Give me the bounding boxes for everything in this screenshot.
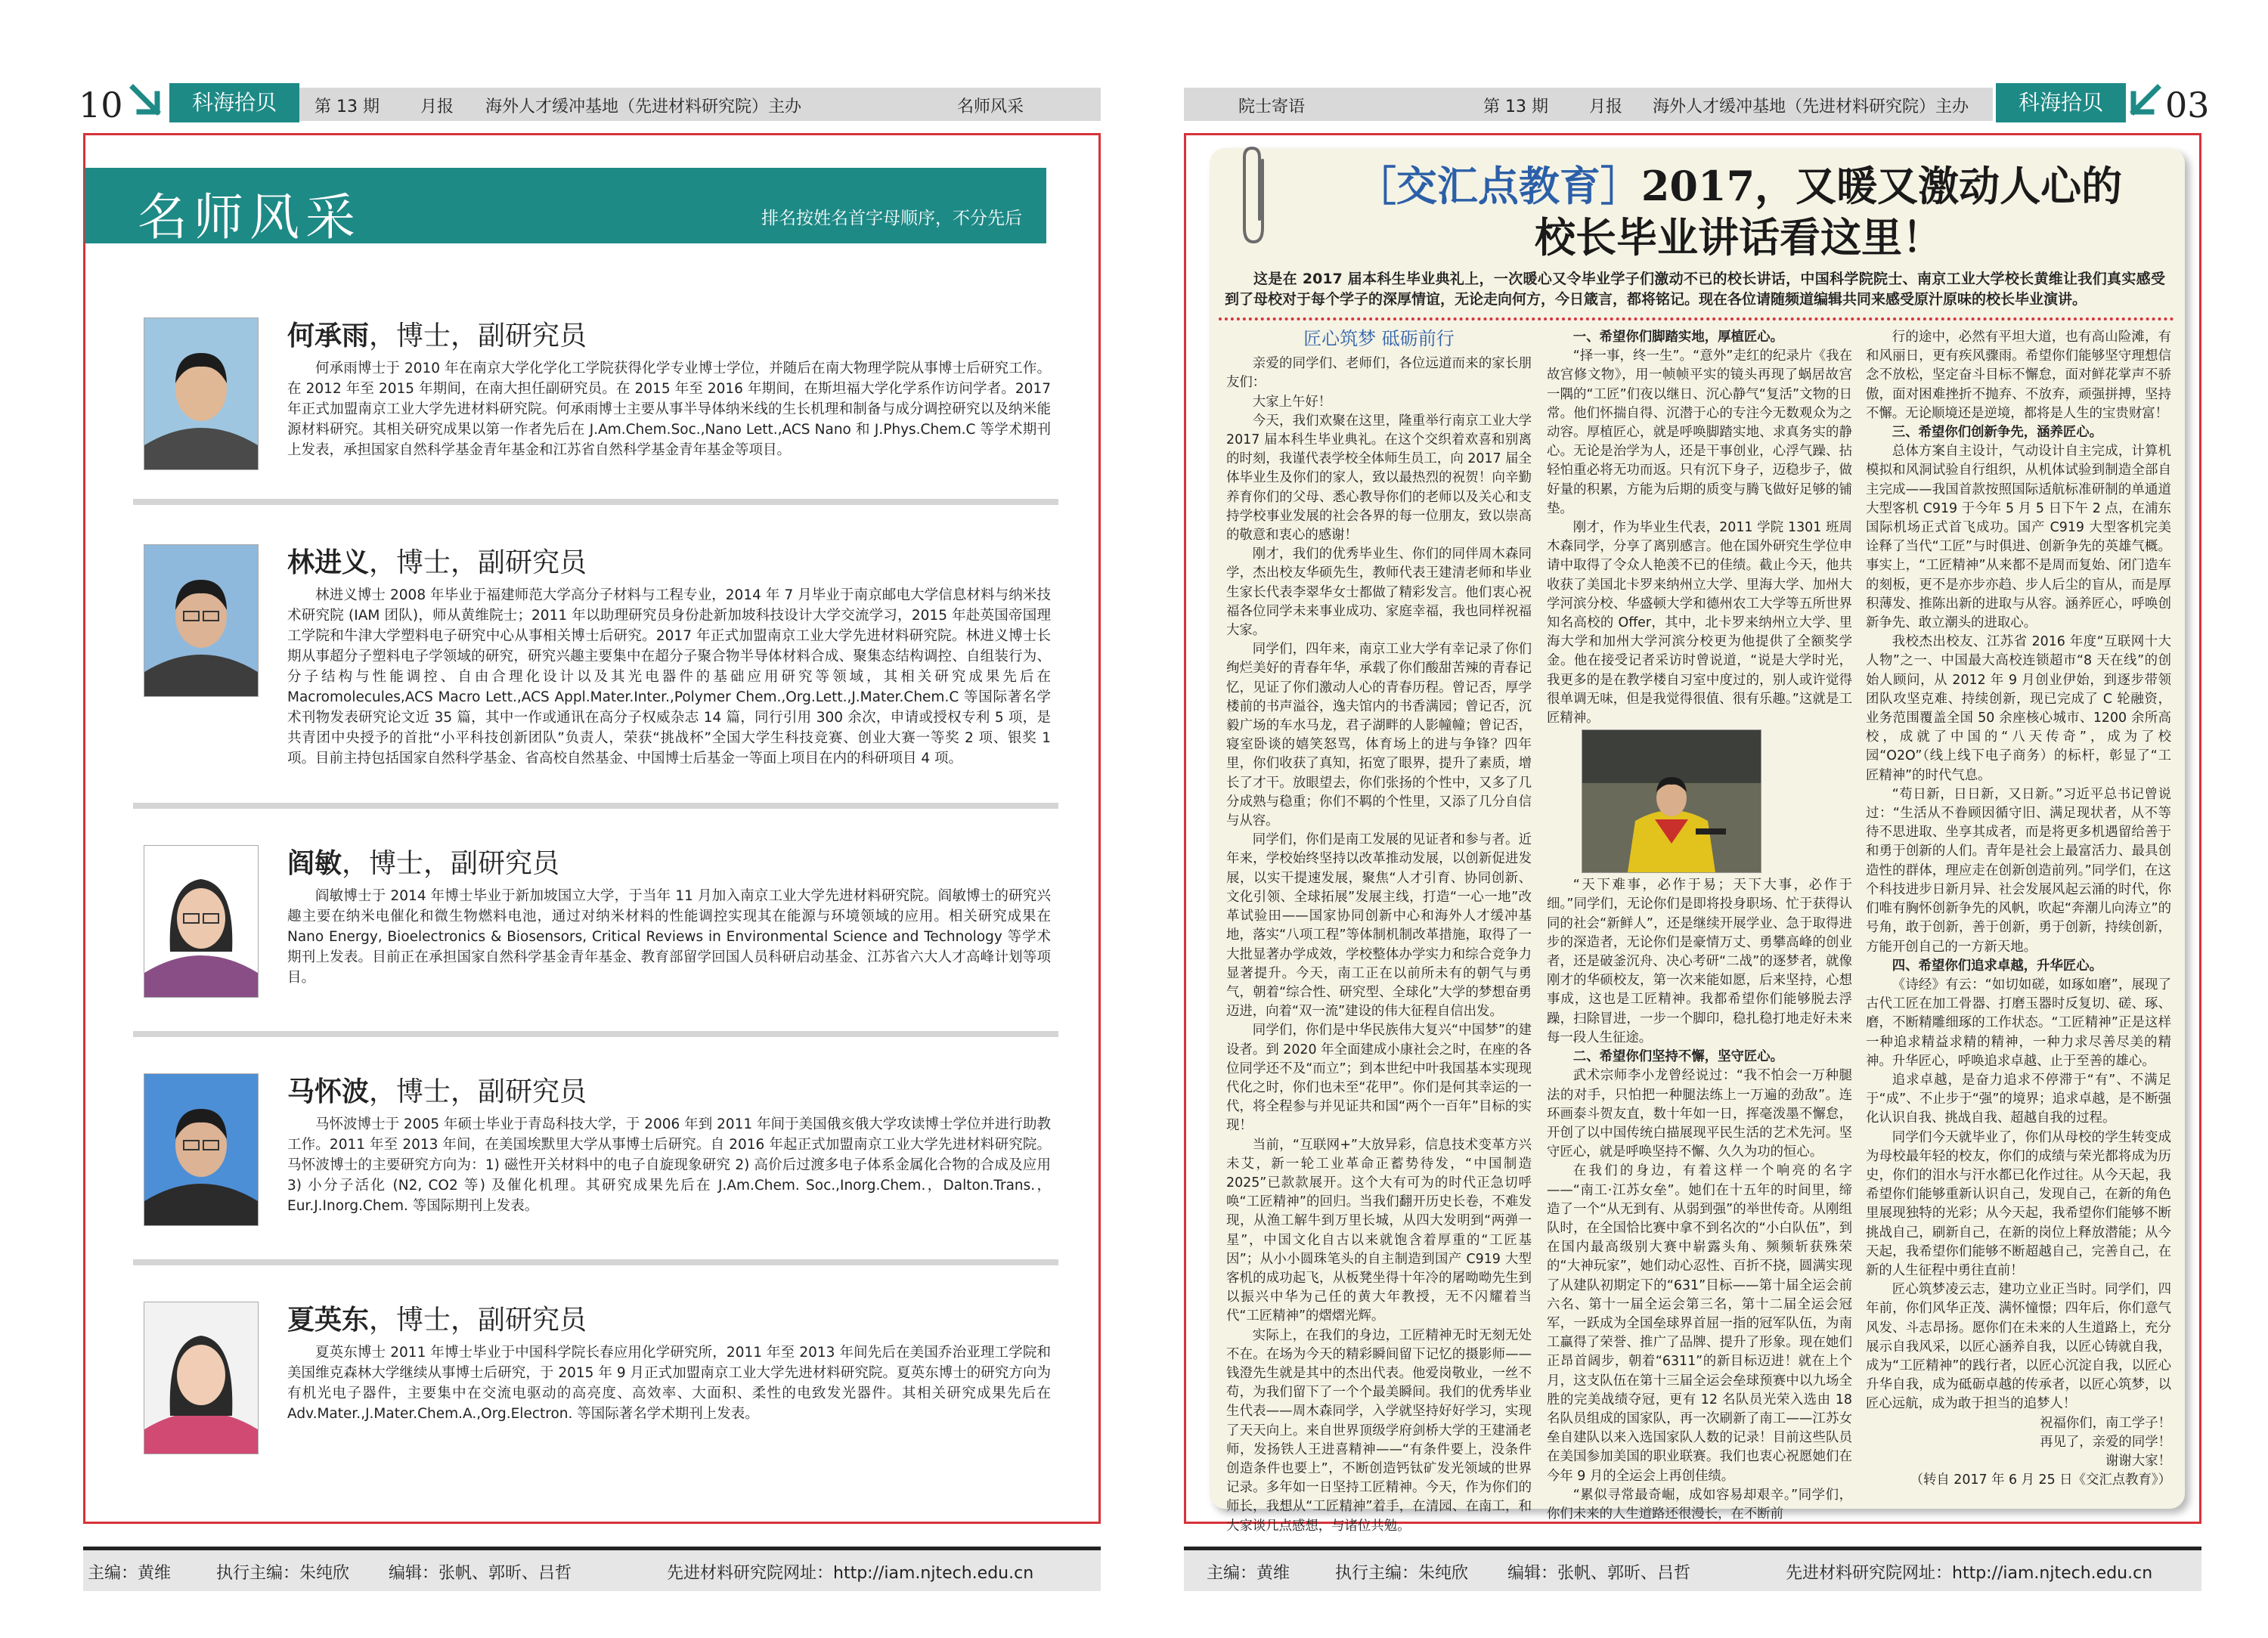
banner-note: 排名按姓名首字母顺序，不分先后 [761, 209, 1022, 228]
separator [133, 1259, 1058, 1265]
profile-title: ，博士，副研究员 [369, 1305, 587, 1336]
paragraph: 同学们，四年来，南京工业大学有幸记录了你们绚烂美好的青春年华，承载了你们酸甜苦辣的青春记忆，见证了你们激动人心的青春历程。曾记否，厚学楼前的书声溢谷，逸夫馆内的书香满园；曾记否，沉毅广场的车水马龙，君子湖畔的人影幢幢；曾记否，寝室卧谈的嬉笑怒骂，体育场上的进与争锋？四年里，你们收获了真知，拓宽了眼界，提升了素质，增长了才干。放眼望去，你们张扬的个性中，又多了几分成熟与稳重；你们不羁的个性里，又添了几分自信与从容。 [1226, 642, 1532, 829]
column-logo-right: 科海拾贝 [1996, 83, 2126, 122]
separator [133, 803, 1058, 809]
profile-title: ，博士，副研究员 [369, 547, 587, 578]
paragraph: 总体方案自主设计，气动设计自主完成，计算机模拟和风洞试验自行组织，从机体试验到制造全部自主完成——我国首款按照国际适航标准研制的单通道大型客机 C919 于今年 5 月 5 日下午 2 点，在浦东国际机场正式首飞成功。国产 C919 大型客机完美诠释了当代“工匠”与时俱进、创新争先的英雄气概。事实上，“工匠精神”从来都不是周而复始、闭门造车的刻板，更不是亦步亦趋、步人后尘的盲从，而是厚积薄发、推陈出新的进取与从容。涵养匠心，呼唤创新争先、敢立潮头的进取心。 [1866, 444, 2171, 631]
arrow-down-left-icon [2123, 82, 2164, 122]
footer-staff: 编辑：张帆、郭昕、吕哲 [389, 1564, 572, 1583]
paragraph: 刚才，作为毕业生代表，2011 学院 1301 班周木森同学，分享了离别感言。他在国外研究生学位申请中取得了令众人艳羡不已的佳绩。截止今天，他共收获了美国北卡罗来纳州立大学、里海大学、加州大学河滨分校、华盛顿大学和德州农工大学等五所世界知名高校的 Offer，其中，北卡罗来纳州立大学、里海大学和加州大学河滨分校更为他提供了全额奖学金。他在接受记者采访时曾说道，“说是大学时光，我更多的是在教学楼自习室中度过的，别人或许觉得很单调无味，但是我觉得很值、很有乐趣。”这就是工匠精神。 [1547, 520, 1852, 726]
paragraph: 同学们，你们是中华民族伟大复兴“中国梦”的建设者。到 2020 年全面建成小康社会之时，在座的各位同学还不及“而立”；到本世纪中叶我国基本实现现代化之时，你们也未至“花甲”。你们是何其幸运的一代，将全程参与并见证共和国“两个一百年”目标的实现！ [1226, 1023, 1532, 1134]
footer-staff: 编辑：张帆、郭昕、吕哲 [1507, 1564, 1691, 1583]
header-section: 院士寄语 [1238, 98, 1306, 116]
paragraph: 亲爱的同学们、老师们，各位远道而来的家长朋友们： [1226, 356, 1532, 391]
paragraph: “累似寻常最奇崛，成如容易却艰辛。”同学们，你们未来的人生道路还很漫长，在不断前 [1547, 1487, 1852, 1522]
paragraph: 实际上，在我们的身边，工匠精神无时无刻无处不在。在场为今天的精彩瞬间留下记忆的摄影师——钱澄先生就是其中的杰出代表。他爱岗敬业，一丝不苟，为我们留下了一个个最美瞬间。我们的优秀毕业生代表——周木森同学，入学就坚持好好学习，实现了天天向上。来自世界顶级学府剑桥大学的王建涌老师，发扬铁人王进喜精神——“有条件要上，没条件创造条件也要上”，不断创造钙钛矿发光领域的世界记录。多年如一日坚持工匠精神。今天，作为你们的师长，我想从“工匠精神”着手，在清园、在南工，和大家谈几点感想，与诸位共勉。 [1226, 1327, 1532, 1534]
header-host: 海外人才缓冲基地（先进材料研究院）主办 [485, 98, 802, 116]
closing-line: （转自 2017 年 6 月 25 日《交汇点教育》） [1910, 1472, 2171, 1488]
profile-card [144, 1302, 1058, 1483]
section-heading: 二、希望你们坚持不懈，坚守匠心。 [1572, 1049, 1784, 1065]
footer-right [1184, 1547, 2201, 1591]
paragraph: 追求卓越，是奋力追求不停滞于“有”、不满足于“成”、不止步于“强”的境界；追求卓越，是不断强化认识自我、挑战自我、超越自我的过程。 [1866, 1072, 2171, 1126]
profile-bio: 马怀波博士于 2005 年硕士毕业于青岛科技大学，于 2006 年到 2011 年间于美国俄亥俄大学攻读博士学位并进行助教工作。2011 年至 2013 年间，在美国埃默里大学从事博士后研究。自 2016 年起正式加盟南京工业大学先进材料研究院。马怀波博士的主要研究方向为：1) 磁性开关材料中的电子自旋现象研究 2) 高价后过渡多电子体系金属化合物的合成及应用 3) 小分子活化 (N2, CO2 等) 及催化机理。其研究成果先后在 J.Am.Chem. Soc.,Inorg.Chem.，Dalton.Trans.，Eur.J.Inorg.Chem. 等国际期刊上发表。 [287, 1116, 1051, 1214]
profile-bio: 何承雨博士于 2010 年在南京大学化学化工学院获得化学专业博士学位，并随后在南大物理学院从事博士后研究工作。在 2012 年至 2015 年期间，在南大担任副研究员。在 2015 年至 2016 年期间，在斯坦福大学化学系作访问学者。2017 年正式加盟南京工业大学先进材料研究院。何承雨博士主要从事半导体纳米线的生长机理和制备与成分调控研究以及纳米能源材料研究。其相关研究成果以第一作者先后在 J.Am.Chem.Soc.,Nano Lett.,ACS Nano 和 J.Phys.Chem.C 等学术期刊上发表，承担国家自然科学基金青年基金和江苏省自然科学基金青年基金等项目。 [287, 361, 1051, 458]
paragraph: 同学们今天就毕业了，你们从母校的学生转变成为母校最年轻的校友，你们的成绩与荣光都将成为历史，你们的泪水与汗水都已化作过往。从今天起，我希望你们能够重新认识自己，发现自己，在新的角色里展现独特的光彩；从今天起，我希望你们能够不断挑战自己，刷新自己，在新的岗位上释放潜能；从今天起，我希望你们能够不断超越自己，完善自己，在新的人生征程中勇往直前！ [1866, 1129, 2171, 1278]
profile-card [144, 317, 1058, 506]
article-intro: 这是在 2017 届本科生毕业典礼上，一次暖心又令毕业学子们激动不已的校长讲话，中国科学院院士、南京工业大学校长黄维让我们真实感受到了母校对于每个学子的深厚情谊，无论走向何方，今日箴言，都将铭记。现在各位请随频道编辑共同来感受原汁原味的校长毕业演讲。 [1225, 271, 2165, 308]
footer-editor: 主编：黄维 [1207, 1564, 1290, 1583]
header-issue: 第 13 期 [314, 98, 380, 116]
separator [133, 1031, 1058, 1037]
header-frequency: 月报 [1589, 98, 1623, 116]
paragraph: “苟日新，日日新，又日新。”习近平总书记曾说过：“生活从不眷顾因循守旧、满足现状者，从不等待不思进取、坐享其成者，而是将更多机遇留给善于和勇于创新的人们。青年是社会上最富活力、最具创造性的群体，理应走在创新创造前列。”同学们，在这个科技进步日新月异、社会发展风起云涌的时代，你们唯有胸怀创新争先的风帆，吹起“奔潮儿向涛立”的号角，敢于创新，善于创新，勇于创新，持续创新，方能开创自己的一方新天地。 [1866, 786, 2171, 955]
profile-bio: 夏英东博士 2011 年博士毕业于中国科学院长春应用化学研究所，2011 年至 2013 年间先后在美国乔治亚理工学院和美国维克森林大学继续从事博士后研究，于 2015 年 9 月正式加盟南京工业大学先进材料研究院。夏英东博士的研究方向为有机光电子器件，主要集中在交流电驱动的高亮度、高效率、大面积、柔性的电致发光器件。其相关研究成果先后在 Adv.Mater.,J.Mater.Chem.A.,Org.Electron. 等国际著名学术期刊上发表。 [287, 1345, 1051, 1422]
paragraph: 行的途中，必然有平坦大道，也有高山险滩，有和风丽日，更有疾风骤雨。希望你们能够坚守理想信念不放松，坚定奋斗目标不懈怠，面对鲜花掌声不骄傲，面对困难挫折不抛弃、不放弃，顽强拼搏，坚持不懈。无论顺境还是逆境，都将是人生的宝贵财富！ [1866, 330, 2171, 421]
paragraph: 今天，我们欢聚在这里，隆重举行南京工业大学 2017 届本科生毕业典礼。在这个交织着欢喜和别离的时刻，我谨代表学校全体师生员工，向 2017 届全体毕业生及你们的家人，致以最热烈的祝贺！向辛勤养育你们的父母、悉心教导你们的老师以及关心和支持学校事业发展的社会各界的每一位朋友，致以崇高的敬意和衷心的感谢！ [1226, 413, 1532, 543]
paragraph: 武术宗师李小龙曾经说过：“我不怕会一万种腿法的对手，只怕把一种腿法练上一万遍的劲敌”。连环画泰斗贺友直，数十年如一日，挥毫泼墨不懈怠，开创了以中国传统白描展现平民生活的艺术先河。坚守匠心，就是呼唤坚持不懈、久久为功的恒心。 [1547, 1068, 1852, 1160]
profile-name: 阎敏 [287, 848, 342, 879]
header-frequency: 月报 [420, 98, 454, 116]
header-bar-right [1184, 88, 1993, 121]
profile-name: 马怀波 [287, 1076, 370, 1107]
article-column-3 [1866, 328, 2171, 1490]
column-logo-left: 科海拾贝 [169, 83, 299, 122]
profile-name: 何承雨 [287, 320, 370, 351]
closing-line: 谢谢大家！ [2105, 1453, 2171, 1469]
footer-editor: 主编：黄维 [88, 1564, 172, 1583]
footer-exec-editor: 执行主编：朱纯欣 [1335, 1564, 1469, 1583]
header-host: 海外人才缓冲基地（先进材料研究院）主办 [1653, 98, 1969, 116]
paragraph: 匠心筑梦凌云志，建功立业正当时。同学们，四年前，你们风华正茂、满怀憧憬；四年后，你们意气风发、斗志昂扬。愿你们在未来的人生道路上，充分展示自我风采，以匠心涵养自我，以匠心铸就自我，成为“工匠精神”的践行者，以匠心沉淀自我，以匠心升华自我，成为砥砺卓越的传承者，以匠心筑梦，以匠心远航，成为敢于担当的追梦人！ [1866, 1282, 2171, 1412]
paragraph: 同学们，你们是南工发展的见证者和参与者。近年来，学校始终坚持以改革推动发展，以创新促进发展，以实干提速发展，聚焦“人才引育、协同创新、文化引领、全球拓展”发展主线，打造“一心一地”改革试验田——国家协同创新中心和海外人才缓冲基地，落实“八项工程”等体制机制改革措施，取得了一大批显著办学成效，学校整体办学实力和综合竞争力显著提升。今天，南工正在以前所未有的朝气与勇气，朝着“综合性、研究型、全球化”大学的梦想奋勇迈进，向着“双一流”建设的伟大征程自信出发。 [1226, 832, 1532, 1020]
profile-name: 夏英东 [287, 1305, 370, 1336]
profile-heading [287, 1299, 587, 1337]
header-section: 名师风采 [957, 98, 1024, 116]
portrait-photo [144, 317, 259, 470]
footer-left [83, 1547, 1101, 1591]
section-heading: 三、希望你们创新争先，涵养匠心。 [1892, 425, 2103, 441]
separator [133, 499, 1058, 505]
footer-website: 先进材料研究院网址：http://iam.njtech.edu.cn [1786, 1564, 2153, 1583]
arrow-down-right-icon [127, 82, 168, 122]
section-banner [85, 168, 1046, 246]
profile-card [144, 845, 1058, 1026]
profile-name: 林进义 [287, 547, 370, 578]
header-issue: 第 13 期 [1483, 98, 1548, 116]
graduation-speech-photo [1582, 729, 1761, 873]
paragraph: 《诗经》有云：“如切如磋，如琢如磨”，展现了古代工匠在加工骨器、打磨玉器时反复切、磋、琢、磨，不断精雕细琢的工作状态。“工匠精神”正是这样一种追求精益求精的精神，一种力求尽善尽美的精神。升华匠心，呼唤追求卓越、止于至善的雄心。 [1866, 977, 2171, 1069]
profile-heading [287, 1070, 587, 1109]
section-heading: 一、希望你们脚踏实地，厚植匠心。 [1572, 330, 1784, 345]
profile-bio: 阎敏博士于 2014 年博士毕业于新加坡国立大学，于当年 11 月加入南京工业大学先进材料研究院。阎敏博士的研究兴趣主要在纳米电催化和微生物燃料电池，通过对纳米材料的性能调控实现其在能源与环境领域的应用。相关研究成果在 Nano Energy, Bioelectronics & Biosensors, Critical Reviews in Environmental Science and Technology 等学术期刊上发表。目前正在承担国家自然科学基金青年基金、教育部留学回国人员科研启动基金、江苏省六大人才高峰计划等项目。 [287, 888, 1051, 986]
paperclip-icon [1238, 144, 1272, 249]
article-column-2 [1547, 328, 1852, 1524]
footer-website: 先进材料研究院网址：http://iam.njtech.edu.cn [667, 1564, 1034, 1583]
header-bar-left [299, 88, 1101, 121]
profile-card [144, 544, 1058, 801]
paragraph: 当前，“互联网+”大放异彩，信息技术变革方兴未艾，新一轮工业革命正蓄势待发，“中国制造 2025”已款款展开。这个大有可为的时代正急切呼唤“工匠精神”的回归。当我们翻开历史长卷，不难发现，从渔工解牛到万里长城，从四大发明到“两弹一星”，中国文化自古以来就饱含着厚重的“工匠基因”；从小小圆珠笔头的自主制造到国产 C919 大型客机的成功起飞，从板凳坐得十年冷的屠呦呦先生到以振兴中华为己任的黄大年教授，无不闪耀着当代“工匠精神”的熠熠光辉。 [1226, 1137, 1532, 1324]
profile-heading [287, 842, 559, 881]
paragraph: 我校杰出校友、江苏省 2016 年度“互联网十大人物”之一、中国最大高校连锁超市“8 天在线”的创始人顾问，从 2012 年 9 月创业伊始，到逐步带领团队攻坚克难、持续创新，现已完成了 C 轮融资，业务范围覆盖全国 50 余座核心城市、1200 余所高校，成就了中国的“八天传奇”，成为了校园“O2O”（线上线下电子商务）的标杆，彰显了“工匠精神”的时代气息。 [1866, 634, 2171, 783]
paragraph: 大家上午好！ [1252, 394, 1332, 410]
article-column-1 [1226, 328, 1532, 1536]
portrait-photo [144, 845, 259, 998]
profile-bio: 林进义博士 2008 年毕业于福建师范大学高分子材料与工程专业，2014 年 7 月毕业于南京邮电大学信息材料与纳米技术研究院 (IAM 团队)，师从黄维院士；2011 年以助理研究员身份赴新加坡科技设计大学交流学习，2015 年赴英国帝国理工学院和牛津大学塑料电子研究中心从事相关博士后研究。2017 年正式加盟南京工业大学先进材料研究院。林进义博士长期从事超分子塑料电子学领域的研究，研究兴趣主要集中在超分子聚合物半导体材料合成、聚集态结构调控、自组装行为、分子结构与性能调控、自由合理化设计以及其光电器件的基础应用研究等领域，其相关研究成果先后在 Macromolecules,ACS Macro Lett.,ACS Appl.Mater.Inter.,Polymer Chem.,Org.Lett.,J.Mater.Chem.C 等国际著名学术刊物发表研究论文近 35 篇，其中一作或通讯在高分子权威杂志 14 篇，同行引用 300 余次，申请或授权专利 5 项，是共青团中央授予的首批“小平科技创新团队”负责人，荣获“挑战杯”全国大学生科技竞赛、创业大赛一等奖 2 项、银奖 1 项。目前主持包括国家自然科学基金、省高校自然基金、中国博士后基金一等面上项目在内的科研项目 4 项。 [287, 587, 1051, 766]
subtitle: 匠心筑梦 砥砺前行 [1303, 328, 1455, 349]
dotted-divider [1219, 317, 2174, 320]
title-line-2: 校长毕业讲话看这里！ [1535, 213, 1943, 262]
article-title [1293, 160, 2185, 263]
title-line-1: 2017，又暖又激动人心的 [1641, 162, 2123, 210]
paragraph: “择一事，终一生”。“意外”走红的纪录片《我在故宫修文物》，用一帧帧平实的镜头再现了蜗居故宫一隅的“工匠”们夜以继日、沉心静气“复活”文物的日常。他们怀揣自得、沉潜于心的专注今无数观众为之动容。厚植匠心，就是呼唤脚踏实地、求真务实的静心。无论是治学为人，还是干事创业，心浮气躁、拈轻怕重必将无功而返。只有沉下身子，迈稳步子，做好量的积累，方能为后期的质变与腾飞做好足够的铺垫。 [1547, 348, 1852, 516]
footer-exec-editor: 执行主编：朱纯欣 [216, 1564, 350, 1583]
profile-title: ，博士，副研究员 [369, 1076, 587, 1107]
section-heading: 四、希望你们追求卓越，升华匠心。 [1892, 958, 2103, 974]
page-number-left: 10 [79, 85, 123, 125]
title-tag: ［交汇点教育］ [1355, 162, 1641, 210]
profile-heading [287, 314, 587, 353]
photo-spacer [1547, 728, 1852, 876]
profile-title: ，博士，副研究员 [369, 320, 587, 351]
profile-heading [287, 541, 587, 580]
paragraph: 在我们的身边，有着这样一个响亮的名字——“南工·江苏女垒”。她们在十五年的时间里，缔造了一个“从无到有、从弱到强”的举世传奇。从刚组队时，在全国恰比赛中拿不到名次的“小白队伍”，到在国内最高级别大赛中崭露头角、频频斩获殊荣的“大神玩家”，她们动心忍性、百折不挠，圆满实现了从建队初期定下的“631”目标——第十届全运会前六名、第十一届全运会第三名，第十二届全运会冠军，一跃成为全国垒球界首屈一指的冠军队伍，为南工赢得了荣誉、推广了品牌、提升了形象。现在她们正昂首阔步，朝着“6311”的新目标迈进！就在上个月，这支队伍在第十三届全运会垒球预赛中以九场全胜的完美战绩夺冠，更有 12 名队员光荣入选由 18 名队员组成的国家队，再一次刷新了南工——江苏女垒自建队以来入选国家队人数的记录！目前这些队员在美国参加美国的职业联赛。我们也衷心祝愿她们在今年 9 月的全运会上再创佳绩。 [1547, 1163, 1852, 1484]
profile-title: ，博士，副研究员 [342, 848, 560, 879]
closing-line: 祝福你们，南工学子！ [2040, 1415, 2171, 1431]
profile-card [144, 1073, 1058, 1255]
closing-line: 再见了，亲爱的同学！ [2040, 1434, 2171, 1450]
portrait-photo [144, 1073, 259, 1226]
banner-title: 名师风采 [138, 188, 361, 246]
portrait-photo [144, 544, 259, 697]
paragraph: 刚才，我们的优秀毕业生、你们的同伴周木森同学，杰出校友华硕先生，教师代表王建清老师和毕业生家长代表李翠华女士都做了精彩发言。他们衷心祝福各位同学未来事业成功、家庭幸福，我也同样祝福大家。 [1226, 547, 1532, 639]
page-number-right: 03 [2165, 85, 2210, 125]
paragraph: “天下难事，必作于易；天下大事，必作于细。”同学们，无论你们是即将投身职场、忙于获得认同的社会“新鲜人”，还是继续开展学业、急于取得进步的深造者，无论你们是豪情万丈、勇攀高峰的创业者，还是破釜沉舟、决心考研“二战”的逐梦者，就像刚才的华硕校友，第一次来能如愿，后来坚持，心想事成，这也是工匠精神。我都希望你们能够脱去浮躁，扫除冒进，一步一个脚印，稳扎稳打地走好未来每一段人生征途。 [1547, 878, 1852, 1045]
portrait-photo [144, 1302, 259, 1454]
